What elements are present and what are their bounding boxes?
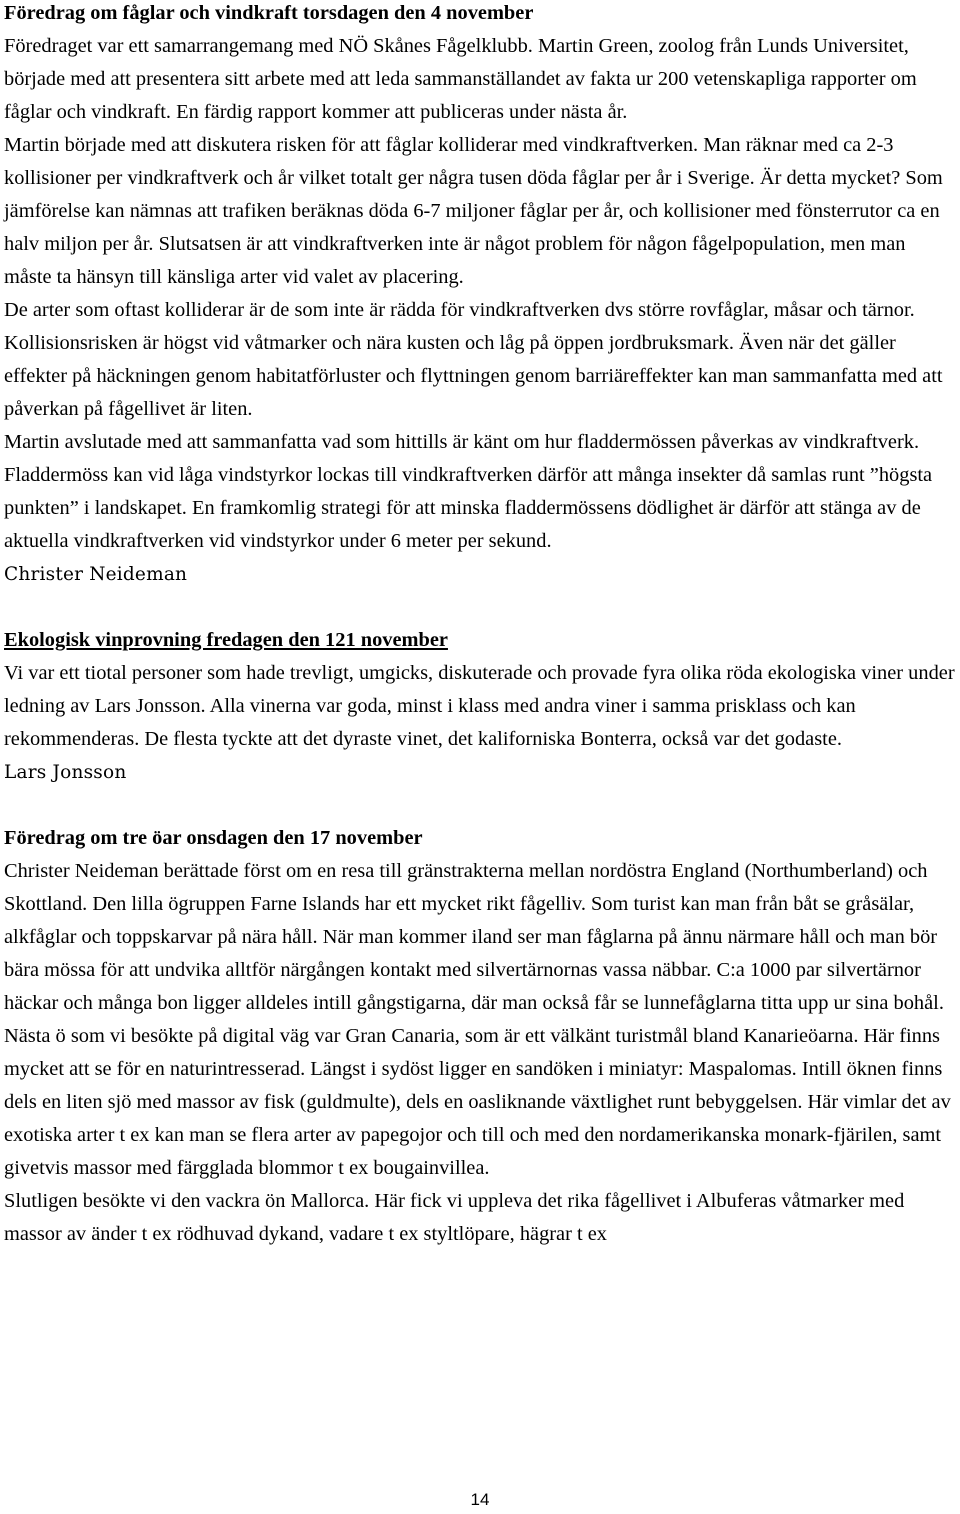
article-paragraph: Christer Neideman berättade först om en resa till gränstrakterna mellan nordöstra England (Northumberland) och Skottland. Den lilla ögruppen Farne Islands har ett mycket rikt fågelliv. Som turist kan man från båt se gråsälar, alkfåglar och toppskarvar på nära håll. När man kommer iland ser man fåglarna på ännu närmare håll och man bör bära mössa för att undvika alltför närgången kontakt med silvertärnornas vassa näbbar. C:a 1000 par silvertärnor häckar och många bon ligger alldeles intill gångstigarna, där man också får se lunnefåglarna titta upp ur sina bohål. xyxy=(4,860,944,1014)
article-paragraph: Vi var ett tiotal personer som hade trevligt, umgicks, diskuterade och provade fyra olika röda ekologiska viner under ledning av Lars Jonsson. Alla vinerna var goda, minst i klass med andra viner i samma prisklass och kan rekommenderas. De flesta tyckte att det dyraste vinet, det kaliforniska Bonterra, också var det godaste. xyxy=(4,662,955,750)
article-heading: Föredrag om tre öar onsdagen den 17 november xyxy=(4,827,423,849)
article-paragraph: Slutligen besökte vi den vackra ön Mallorca. Här fick vi uppleva det rika fågellivet i Albuferas våtmarker med massor av änder t ex rödhuvad dykand, vadare t ex styltlöpare, hägrar t ex xyxy=(4,1190,905,1245)
article-bird-windpower xyxy=(4,0,956,591)
article-paragraph: Martin avslutade med att sammanfatta vad som hittills är känt om hur fladdermössen påverkas av vindkraftverk. Fladdermöss kan vid låga vindstyrkor lockas till vindkraftverken därför att många insekter då samlas runt ”högsta punkten” i landskapet. En framkomlig strategi för att minska fladdermössens dödlighet är därför att stänga av de aktuella vindkraftverken vid vindstyrkor under 6 meter per sekund. xyxy=(4,431,933,552)
article-heading: Ekologisk vinprovning fredagen den 121 november xyxy=(4,629,448,651)
article-paragraph: De arter som oftast kolliderar är de som inte är rädda för vindkraftverken dvs större rovfåglar, måsar och tärnor. Kollisionsrisken är högst vid våtmarker och nära kusten och låg på öppen jordbruksmark. Även när det gäller effekter på häckningen genom habitatförluster och flyttningen genom barriäreffekter kan man sammanfatta med att påverkan på fågellivet är liten. xyxy=(4,299,943,420)
article-heading: Föredrag om fåglar och vindkraft torsdagen den 4 november xyxy=(4,2,534,24)
article-signature: Lars Jonsson xyxy=(4,762,127,783)
article-paragraph: Nästa ö som vi besökte på digital väg var Gran Canaria, som är ett välkänt turistmål bland Kanarieöarna. Här finns mycket att se för en naturintresserad. Längst i sydöst ligger en sandöken i miniatyr: Maspalomas. Intill öknen finns dels en liten sjö med massor av fisk (guldmulte), dels en oasliknande växtlighet runt bebyggelsen. Här vimlar det av exotiska arter t ex kan man se flera arter av papegojor och till och med den nordamerikanska monark-fjärilen, samt givetvis massor med färgglada blommor t ex bougainvillea. xyxy=(4,1025,951,1179)
article-three-islands xyxy=(4,822,956,1251)
article-wine-tasting xyxy=(4,624,956,789)
page-number: 14 xyxy=(470,1490,490,1509)
article-paragraph: Föredraget var ett samarrangemang med NÖ Skånes Fågelklubb. Martin Green, zoolog från Lunds Universitet, började med att presentera sitt arbete med att leda sammanställandet av fakta ur 200 vetenskapliga rapporter om fåglar och vindkraft. En färdig rapport kommer att publiceras under nästa år. xyxy=(4,35,917,123)
document-page xyxy=(4,0,956,1251)
article-signature: Christer Neideman xyxy=(4,564,188,585)
article-paragraph: Martin började med att diskutera risken för att fåglar kolliderar med vindkraftverken. Man räknar med ca 2-3 kollisioner per vindkraftverk och år vilket totalt ger några tusen döda fåglar per år i Sverige. Är detta mycket? Som jämförelse kan nämnas att trafiken beräknas döda 6-7 miljoner fåglar per år, och kollisioner med fönsterrutor ca en halv miljon per år. Slutsatsen är att vindkraftverken inte är något problem för någon fågelpopulation, men man måste ta hänsyn till känsliga arter vid valet av placering. xyxy=(4,134,943,288)
